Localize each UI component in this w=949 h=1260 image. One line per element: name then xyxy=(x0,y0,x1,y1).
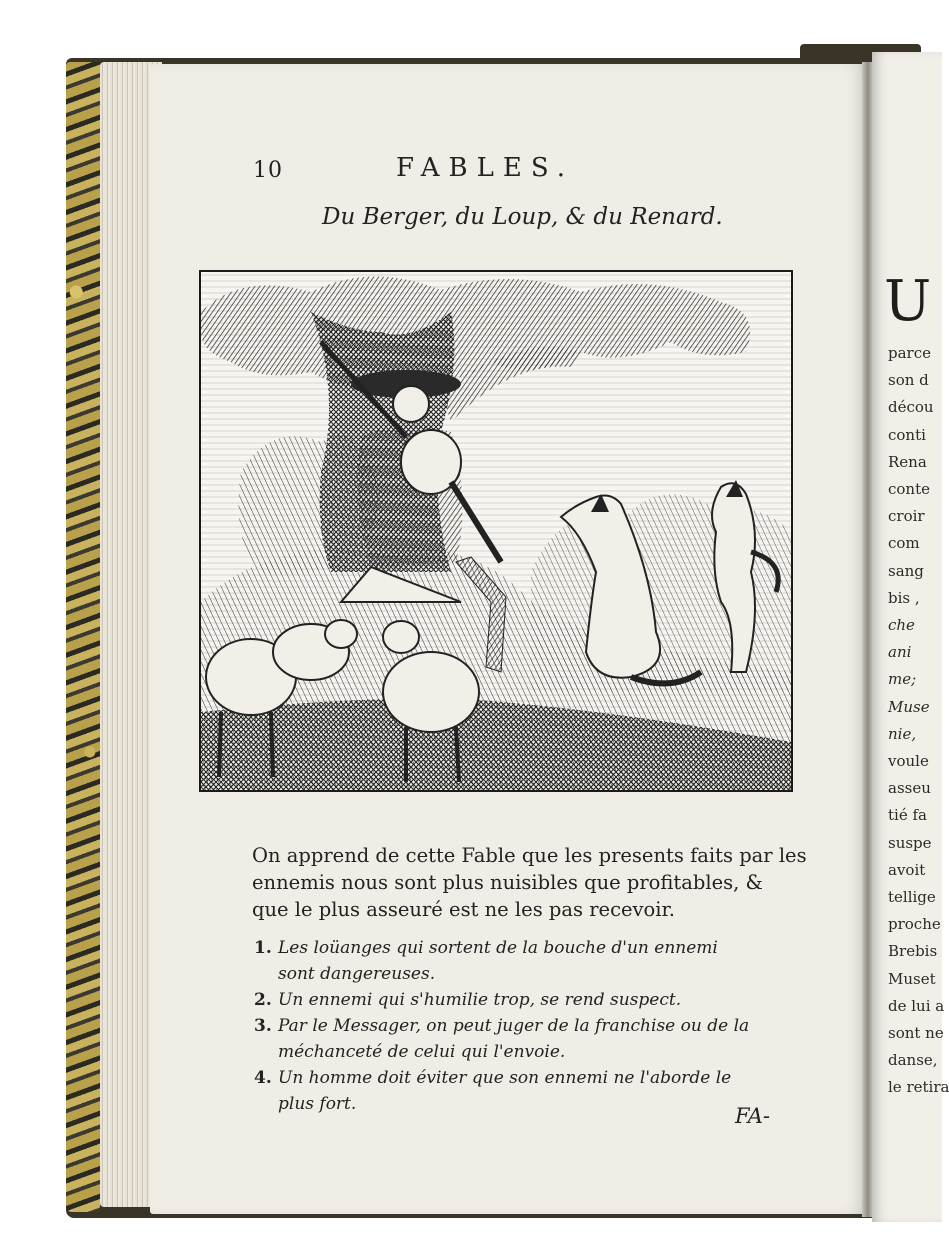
drop-cap: U xyxy=(884,269,932,334)
maxim-line: sont dangereuses. xyxy=(278,964,436,984)
maxim-number: 1. xyxy=(254,938,272,958)
maxim-number: 4. xyxy=(254,1068,272,1088)
facing-page-line: tellige xyxy=(888,888,936,906)
facing-page-line: proche xyxy=(888,915,941,934)
facing-page-line: Brebis xyxy=(888,942,938,961)
maxim-text xyxy=(278,1065,799,1117)
facing-page-line: suspe xyxy=(888,833,932,852)
engraving-shepherd-wolf-fox-icon xyxy=(201,272,791,790)
facing-page-line: conti xyxy=(888,425,926,444)
maxim-line: plus fort. xyxy=(278,1094,357,1114)
maxim-text xyxy=(278,935,799,987)
maxim-text xyxy=(278,1013,799,1065)
facing-page-line: son d xyxy=(888,371,929,390)
fable-title: Du Berger, du Loup, & du Renard. xyxy=(322,204,723,230)
maxim-line: méchanceté de celui qui l'envoie. xyxy=(278,1042,566,1062)
facing-page-line: nie, xyxy=(888,724,917,743)
facing-page-line: conte xyxy=(888,480,930,498)
maxim-line: Par le Messager, on peut juger de la franchise ou de la xyxy=(278,1016,750,1036)
maxim-line: Un ennemi qui s'humilie trop, se rend suspect. xyxy=(278,990,682,1010)
page-number: 10 xyxy=(253,158,283,183)
maxim-item xyxy=(254,935,799,987)
moral-paragraph xyxy=(252,842,807,923)
running-head: FABLES. xyxy=(396,153,575,183)
moral-line: On apprend de cette Fable que les presents faits par les xyxy=(252,844,807,867)
moral-line: que le plus asseuré est ne les pas recevoir. xyxy=(252,898,675,921)
facing-page-line: ani xyxy=(888,643,912,662)
facing-page-line: danse, xyxy=(888,1051,938,1070)
facing-page-line: Rena xyxy=(888,452,927,471)
moral-line: ennemis nous sont plus nuisibles que profitables, & xyxy=(252,871,763,894)
facing-page-line: de lui a xyxy=(888,996,945,1015)
facing-page-line: tié fa xyxy=(888,806,927,825)
maxim-item xyxy=(254,987,799,1013)
maxim-line: Un homme doit éviter que son ennemi ne l'aborde le xyxy=(278,1068,732,1088)
facing-page-line: com xyxy=(888,534,920,553)
engraving-illustration xyxy=(199,270,793,792)
facing-page-line: le retira xyxy=(888,1078,949,1097)
facing-page-line: croir xyxy=(888,507,925,526)
facing-page-line: Muse xyxy=(888,697,930,716)
facing-page-line: voule xyxy=(888,752,929,770)
facing-page-line: asseu xyxy=(888,779,931,798)
maxim-line: Les loüanges qui sortent de la bouche d'un ennemi xyxy=(278,938,718,958)
maxim-text xyxy=(278,987,799,1013)
facing-page-line: sont ne xyxy=(888,1024,944,1042)
maxim-number: 2. xyxy=(254,990,272,1010)
maxim-number: 3. xyxy=(254,1016,272,1036)
facing-page-line: sang xyxy=(888,561,924,580)
facing-page xyxy=(872,52,949,1222)
facing-page-line: décou xyxy=(888,398,934,417)
maxim-item xyxy=(254,1065,799,1117)
facing-page-line: Muset xyxy=(888,969,936,988)
facing-page-line: me; xyxy=(888,670,917,689)
catchword: FA- xyxy=(735,1104,771,1128)
maxim-item xyxy=(254,1013,799,1065)
maxims-list xyxy=(254,935,799,1117)
marbled-board xyxy=(66,62,100,1212)
facing-page-line: parce xyxy=(888,344,931,362)
facing-page-line: bis , xyxy=(888,588,920,607)
facing-page-line: avoit xyxy=(888,860,926,879)
facing-page-line: che xyxy=(888,616,915,634)
